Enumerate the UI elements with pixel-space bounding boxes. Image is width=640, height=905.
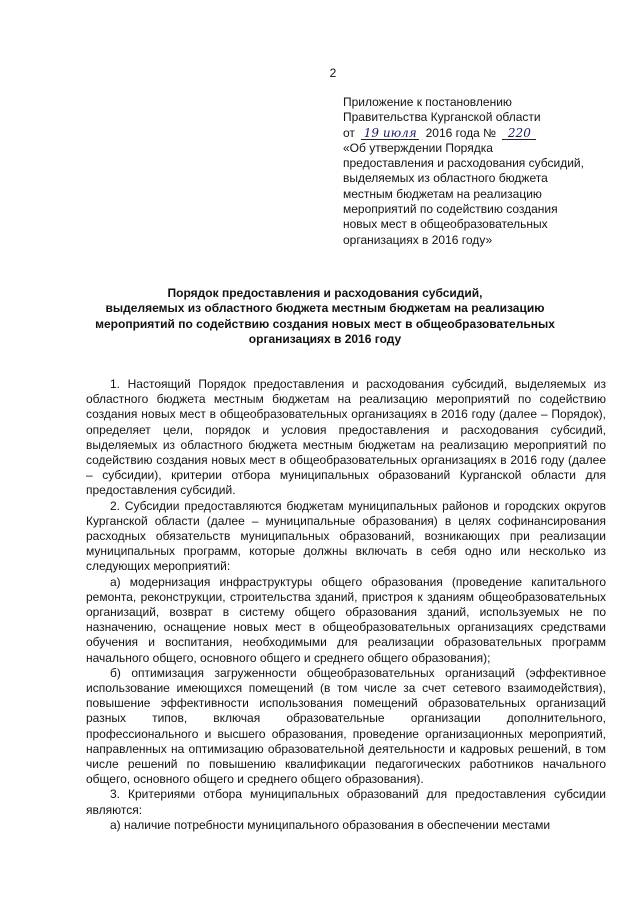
appendix-line: Приложение к постановлению	[343, 95, 512, 109]
appendix-line: предоставления и расходования субсидий,	[343, 156, 584, 171]
handwritten-date: 19 июля	[361, 127, 419, 140]
appendix-date-line	[343, 126, 613, 141]
appendix-line: «Об утверждении Порядка	[343, 140, 493, 155]
paragraph-3a: а) наличие потребности муниципального образования в обеспечении местами	[110, 817, 551, 832]
appendix-line: местным бюджетам на реализацию	[343, 186, 542, 201]
appendix-header	[343, 95, 613, 248]
paragraph-2a: а) модернизация инфраструктуры общего образования (проведение капитального ремонта, реконструкции, строительства зданий, пристроя к зданиям общеобразовательных организаций, возврат в систему общего образования зданий, используемых не по назначению, оснащение новых мест в общеобразовательных организациях средствами обучения и воспитания, необходимыми для реализации образовательных программ начального общего, основного общего и среднего общего образования);	[86, 574, 606, 665]
date-year: 2016 года №	[425, 125, 497, 140]
appendix-line: выделяемых из областного бюджета	[343, 171, 548, 186]
date-prefix: от	[343, 125, 355, 140]
paragraph-2: 2. Субсидии предоставляются бюджетам муниципальных районов и городских округов Курганской области (далее – муниципальные образования) в целях софинансирования расходных обязательств муниципальных образований, возникающих при реализации муниципальных программ, которые должны включать в себя одно или несколько из следующих мероприятий:	[86, 498, 606, 574]
handwritten-number: 220	[502, 127, 536, 140]
appendix-line: организациях в 2016 году»	[343, 232, 493, 247]
appendix-line: новых мест в общеобразовательных	[343, 217, 548, 232]
title-line: организациях в 2016 году	[248, 332, 402, 347]
title-line: выделяемых из областного бюджета местным бюджетам на реализацию	[105, 301, 545, 316]
title-line: Порядок предоставления и расходования субсидий,	[167, 286, 483, 300]
document-body	[86, 377, 606, 833]
title-line: мероприятий по содействию создания новых мест в общеобразовательных	[95, 316, 555, 331]
paragraph-1: 1. Настоящий Порядок предоставления и расходования субсидий, выделяемых из областного бюджета местным бюджетам на реализацию мероприятий по содействию создания новых мест в общеобразовательных организациях в 2016 году (далее – Порядок), определяет цели, порядок и условия предоставления и расходования субсидий, выделяемых из областного бюджета местным бюджетам на реализацию мероприятий по содействию создания новых мест в общеобразовательных организациях в 2016 году (далее – субсидии), критерии отбора муниципальных образований Курганской области для предоставления субсидий.	[86, 377, 606, 498]
document-title	[60, 286, 590, 348]
paragraph-2b: б) оптимизация загруженности общеобразовательных организаций (эффективное использование имеющихся помещений (в том числе за счет сетевого взаимодействия), повышение эффективности использования помещений образовательных организаций разных типов, включая образовательные организации дополнительного, профессионального и высшего образования, проведение организационных мероприятий, направленных на оптимизацию образовательной деятельности и кадровых решений, в том числе решений по повышению квалификации педагогических работников начального общего, основного общего и среднего общего образования).	[86, 665, 606, 787]
page-number: 2	[329, 66, 337, 80]
paragraph-3: 3. Критериями отбора муниципальных образований для предоставления субсидии являются:	[86, 787, 606, 817]
appendix-line: мероприятий по содействию создания	[343, 202, 558, 217]
appendix-line: Правительства Курганской области	[343, 110, 541, 125]
